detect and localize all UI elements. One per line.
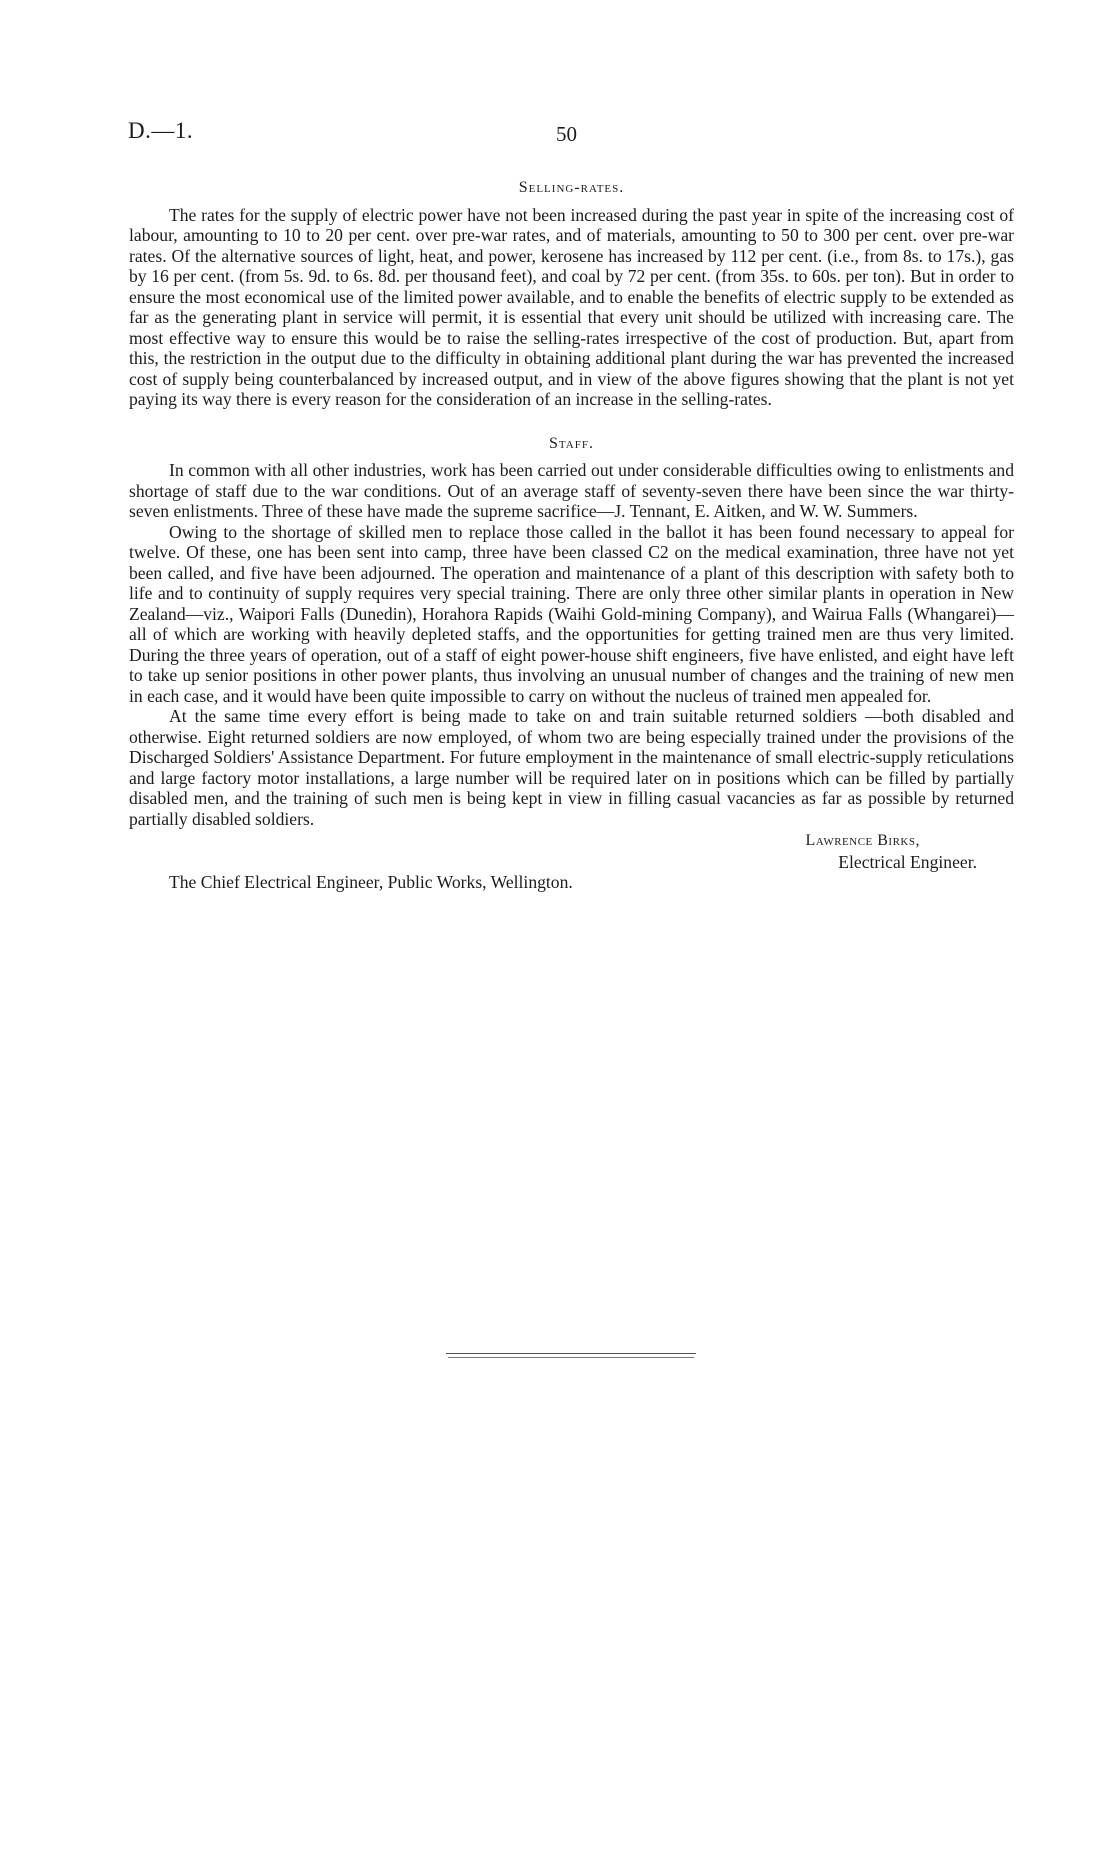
addressee: The Chief Electrical Engineer, Public Works, Wellington. [169, 872, 573, 892]
selling-rates-heading: Selling-rates. [518, 179, 625, 196]
staff-heading: Staff. [549, 434, 594, 452]
document-body [129, 178, 1014, 893]
page-number: 50 [556, 122, 577, 146]
selling-rates-paragraph: The rates for the supply of electric power have not been increased during the past year in spite of the increasing cost of labour, amounting to 10 to 20 per cent. over pre-war rates, and of materials, amounting to 50 to 300 per cent. over pre-war rates. Of the alternative sources of light, heat, and power, kerosene has increased by 112 per cent. (i.e., from 8s. to 17s.), gas by 16 per cent. (from 5s. 9d. to 6s. 8d. per thousand feet), and coal by 72 per cent. (from 35s. to 60s. per ton). But in order to ensure the most economical use of the limited power available, and to enable the benefits of electric supply to be extended as far as the generating plant in service will permit, it is essential that every unit should be utilized with increasing care. The most effective way to ensure this would be to raise the selling-rates irrespective of the cost of production. But, apart from this, the restriction in the output due to the difficulty in obtaining additional plant during the war has prevented the increased cost of supply being counterbalanced by increased output, and in view of the above figures showing that the plant is not yet paying its way there is every reason for the consideration of an increase in the selling-rates. [129, 204, 1014, 409]
staff-paragraph-1: In common with all other industries, work has been carried out under considerable difficulties owing to enlistments and shortage of staff due to the war conditions. Out of an average staff of seventy-seven there have been since the war thirty-seven enlistments. Three of these have made the supreme sacrifice—J. Tennant, E. Aitken, and W. W. Summers. [129, 460, 1014, 521]
staff-paragraph-2: Owing to the shortage of skilled men to replace those called in the ballot it has been found necessary to appeal for twelve. Of these, one has been sent into camp, three have been classed C2 on the medical examination, three have not yet been called, and five have been adjourned. The operation and maintenance of a plant of this description with safety both to life and to continuity of supply requires very special training. There are only three other similar plants in operation in New Zealand—viz., Waipori Falls (Dunedin), Horahora Rapids (Waihi Gold-mining Company), and Wairua Falls (Whangarei)—all of which are working with heavily depleted staffs, and the opportunities for getting trained men are thus very limited. During the three years of operation, out of a staff of eight power-house shift engineers, five have enlisted, and eight have left to take up senior positions in other power plants, thus involving an unusual number of changes and the training of new men in each case, and it would have been quite impossible to carry on without the nucleus of trained men appealed for. [129, 521, 1014, 706]
end-rule-second [448, 1357, 694, 1358]
staff-paragraph-3: At the same time every effort is being made to take on and train suitable returned soldiers —both disabled and otherwise. Eight returned soldiers are now employed, of whom two are being especially trained under the provisions of the Discharged Soldiers' Assistance Department. For future employment in the maintenance of small electric-supply reticulations and large factory motor installations, a large number will be required later on in positions which can be filled by partially disabled men, and the training of such men is being kept in view in filling casual vacancies as far as possible by returned partially disabled soldiers. [129, 706, 1014, 829]
signature-name: Lawrence Birks, [805, 832, 920, 849]
signature-title: Electrical Engineer. [838, 851, 977, 872]
end-rule [446, 1353, 696, 1354]
document-reference: D.—1. [128, 118, 194, 143]
